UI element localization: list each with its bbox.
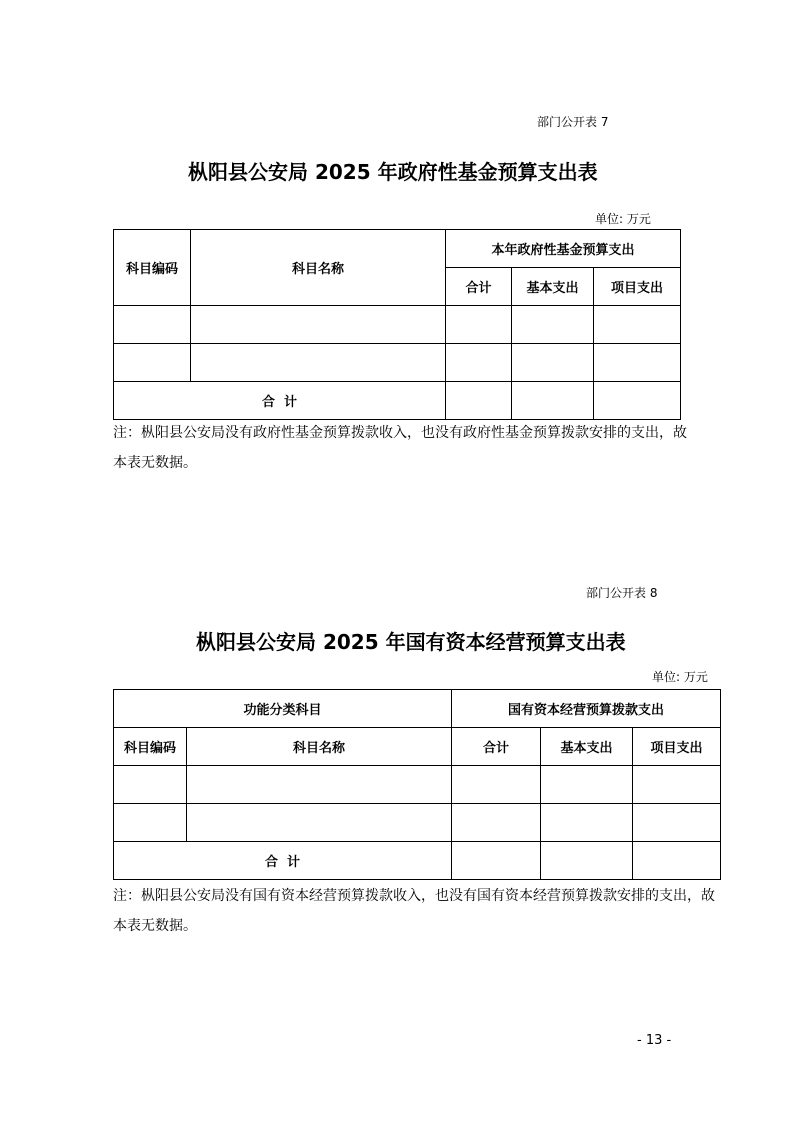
header-basic: 基本支出 (512, 268, 594, 306)
total-row (114, 382, 681, 420)
page-number: - 13 - (637, 1033, 672, 1048)
header-total: 合计 (452, 728, 541, 766)
table8-unit: 单位: 万元 (652, 670, 708, 684)
header-group: 本年政府性基金预算支出 (446, 230, 681, 268)
government-fund-table (113, 229, 681, 420)
table-row (114, 306, 681, 344)
header-name: 科目名称 (187, 728, 452, 766)
header-name: 科目名称 (191, 230, 446, 306)
table8-label: 部门公开表 8 (586, 586, 658, 600)
table7-title: 枞阳县公安局 2025 年政府性基金预算支出表 (188, 160, 598, 184)
header-code: 科目编码 (114, 230, 191, 306)
header-project: 项目支出 (594, 268, 681, 306)
header-category: 功能分类科目 (114, 690, 452, 728)
state-capital-table (113, 689, 721, 880)
total-row (114, 842, 721, 880)
table8-note: 注：枞阳县公安局没有国有资本经营预算拨款收入，也没有国有资本经营预算拨款安排的支出，故本表无数据。 (113, 888, 715, 934)
table-row (114, 344, 681, 382)
header-code: 科目编码 (114, 728, 187, 766)
table7-note: 注：枞阳县公安局没有政府性基金预算拨款收入，也没有政府性基金预算拨款安排的支出，故本表无数据。 (113, 425, 687, 471)
total-row-label: 合 计 (114, 842, 452, 880)
header-group: 国有资本经营预算拨款支出 (452, 690, 721, 728)
table-row (114, 766, 721, 804)
header-total: 合计 (446, 268, 512, 306)
table7-unit: 单位: 万元 (595, 212, 651, 226)
header-project: 项目支出 (633, 728, 721, 766)
total-row-label: 合 计 (114, 382, 446, 420)
table8-title: 枞阳县公安局 2025 年国有资本经营预算支出表 (196, 630, 626, 654)
header-basic: 基本支出 (541, 728, 633, 766)
table7-label: 部门公开表 7 (537, 115, 609, 129)
table-row (114, 804, 721, 842)
